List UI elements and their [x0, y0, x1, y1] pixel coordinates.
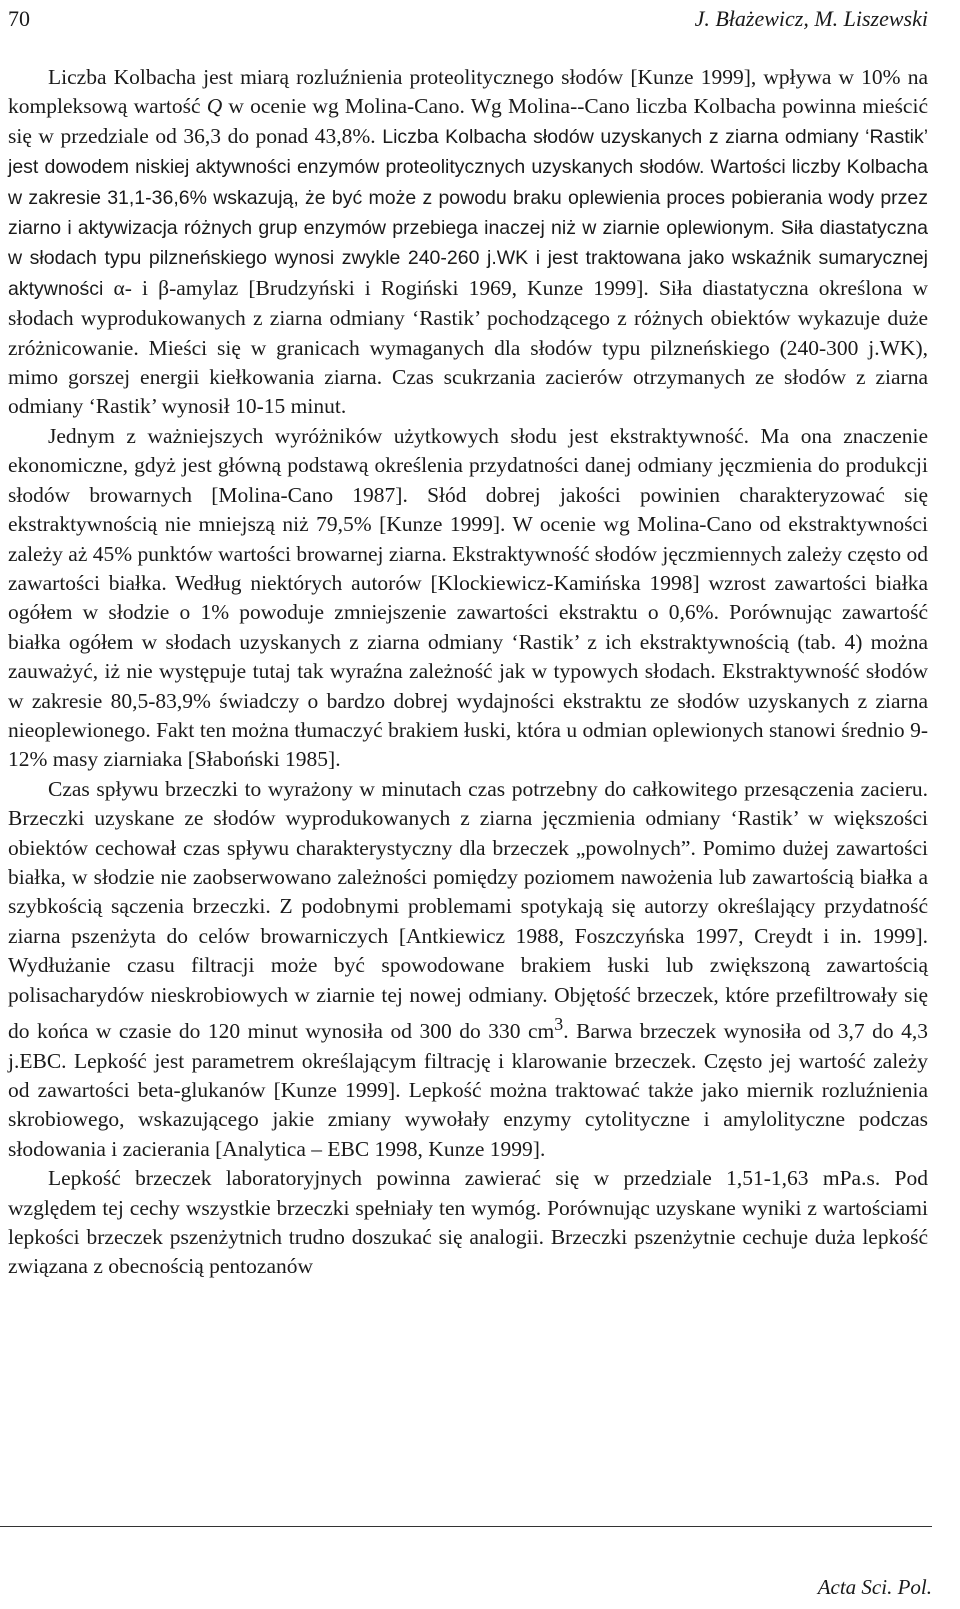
footer-journal-name: Acta Sci. Pol. [817, 1575, 932, 1599]
page-header [8, 4, 928, 34]
symbol-beta: β [158, 275, 170, 300]
footer-divider [0, 1526, 932, 1527]
text-segment: Liczba Kolbacha jest miarą rozluźnienia proteolitycznego słodów [Kunze 1999], wpływa w 10% na kompleksową wartość [8, 65, 928, 119]
symbol-alpha: α [113, 275, 125, 300]
text-segment: -amylaz [Brudzyński i Rogiński 1969, Kunze 1999]. Siła diastatyczna określona w słodach wyprodukowanych z ziarna odmiany ‘Rastik’ pochodzącego z różnych obiektów wykazuje duże zróżnicowanie. Mieści się w granicach wymaganych dla słodów typu pilzneńskiego (240-300 j.WK), mimo gorszej energii kiełkowania ziarna. Czas scukrzania zacierów otrzymanych ze słodów z ziarna odmiany ‘Rastik’ wynosił 10-15 minut. [8, 275, 928, 419]
running-head-authors: J. Błażewicz, M. Liszewski [694, 6, 928, 31]
superscript-3: 3 [554, 1014, 564, 1034]
text-segment: Czas spływu brzeczki to wyrażony w minutach czas potrzebny do całkowitego przesączenia zacieru. Brzeczki uzyskane ze słodów wyprodukowanych z ziarna jęczmienia odmiany ‘Rastik’ w większości obiektów cechował czas spływu charakterystyczny dla brzeczek „powolnych”. Pomimo dużej zawartości białka, w słodzie nie zaobserwowano zależności pomiędzy poziomem nawożenia lub zawartością białka a szybkością sączenia brzeczki. Z podobnymi problemami spotykają się autorzy określający przydatność ziarna pszenżyta do celów browarniczych [Antkiewicz 1988, Foszczyńska 1997, Creydt i in. 1999]. Wydłużanie czasu filtracji może być spowodowane brakiem łuski lub zwiększoną zawartością polisacharydów nieskrobiowych w ziarnie tej nowej odmiany. Objętość brzeczek, które przefiltrowały się do końca w czasie do 120 minut wynosiła od 300 do 330 cm [8, 776, 928, 1044]
text-segment-sans: Liczba Kolbacha słodów uzyskanych z ziarna odmiany ‘Rastik’ jest dowodem niskiej aktywności enzymów proteolitycznych uzyskanych słodów. Wartości liczby Kolbacha w zakresie 31,1-36,6% wskazują, że być może z powodu braku oplewienia proces pobierania wody przez ziarno i aktywizacja różnych grup enzymów przebiega inaczej niż w ziarnie oplewionym. Siła diastatyczna w słodach typu pilzneńskiego wynosi zwykle 240-260 j.WK i jest traktowana jako wskaźnik sumarycznej aktywności [8, 125, 929, 300]
paragraph-viscosity: Lepkość brzeczek laboratoryjnych powinna zawierać się w przedziale 1,51-1,63 mPa.s. Pod względem tej cechy wszystkie brzeczki spełniały ten wymóg. Porównując uzyskane wyniki z wartościami lepkości brzeczek pszenżytnich trudno doszukać się analogii. Brzeczki pszenżytnie cechuje duża lepkość związana z obecnością pentozanów [8, 1166, 928, 1279]
text-segment: w ocenie wg Molina-Cano. Wg Molina--Cano liczba Kolbacha powinna mieścić się w przedziale od 36,3 do ponad 43,8%. [8, 94, 928, 148]
page-number: 70 [8, 6, 30, 31]
text-segment: . Barwa brzeczek wynosiła od 3,7 do 4,3 j.EBC. Lepkość jest parametrem określającym filtrację i klarowanie brzeczek. Często jej wartość zależy od zawartości beta-glukanów [Kunze 1999]. Lepkość można traktować także jako miernik rozluźnienia skrobiowego, wskazującego jakie zmiany wywołały enzymy cytolityczne i amylolityczne podczas słodowania i zacierania [Analytica – EBC 1998, Kunze 1999]. [8, 1019, 928, 1161]
paragraph-wort-flow [8, 775, 928, 1164]
body-text [8, 63, 928, 1282]
paragraph-extract: Jednym z ważniejszych wyróżników użytkowych słodu jest ekstraktywność. Ma ona znaczenie ekonomiczne, gdyż jest główną podstawą określenia przydatności danej odmiany jęczmienia do produkcji słodów browarnych [Molina-Cano 1987]. Słód dobrej jakości powinien charakteryzować się ekstraktywnością nie mniejszą niż 79,5% [Kunze 1999]. W ocenie wg Molina-Cano od ekstraktywności zależy aż 45% punktów wartości browarnej ziarna. Ekstraktywność słodów jęczmiennych zależy często od zawartości białka. Według niektórych autorów [Klockiewicz-Kamińska 1998] wzrost zawartości białka ogółem w słodzie o 1% powoduje zmniejszenie zawartości ekstraktu o 0,6%. Porównując zawartość białka ogółem w słodach uzyskanych z ziarna odmiany ‘Rastik’ z ich ekstraktywnością (tab. 4) można zauważyć, iż nie występuje tutaj tak wyraźna zależność jak w typowych słodach. Ekstraktywność słodów w zakresie 80,5-83,9% świadczy o bardzo dobrej wydajności ekstraktu ze słodów uzyskanych z ziarna nieoplewionego. Fakt ten można tłumaczyć brakiem łuski, która u odmian oplewionych stanowi średnio 9-12% masy ziarniaka [Słaboński 1985]. [8, 423, 928, 772]
paragraph-kolbach [8, 63, 928, 422]
symbol-q: Q [206, 94, 223, 119]
text-segment: - i [124, 275, 159, 300]
